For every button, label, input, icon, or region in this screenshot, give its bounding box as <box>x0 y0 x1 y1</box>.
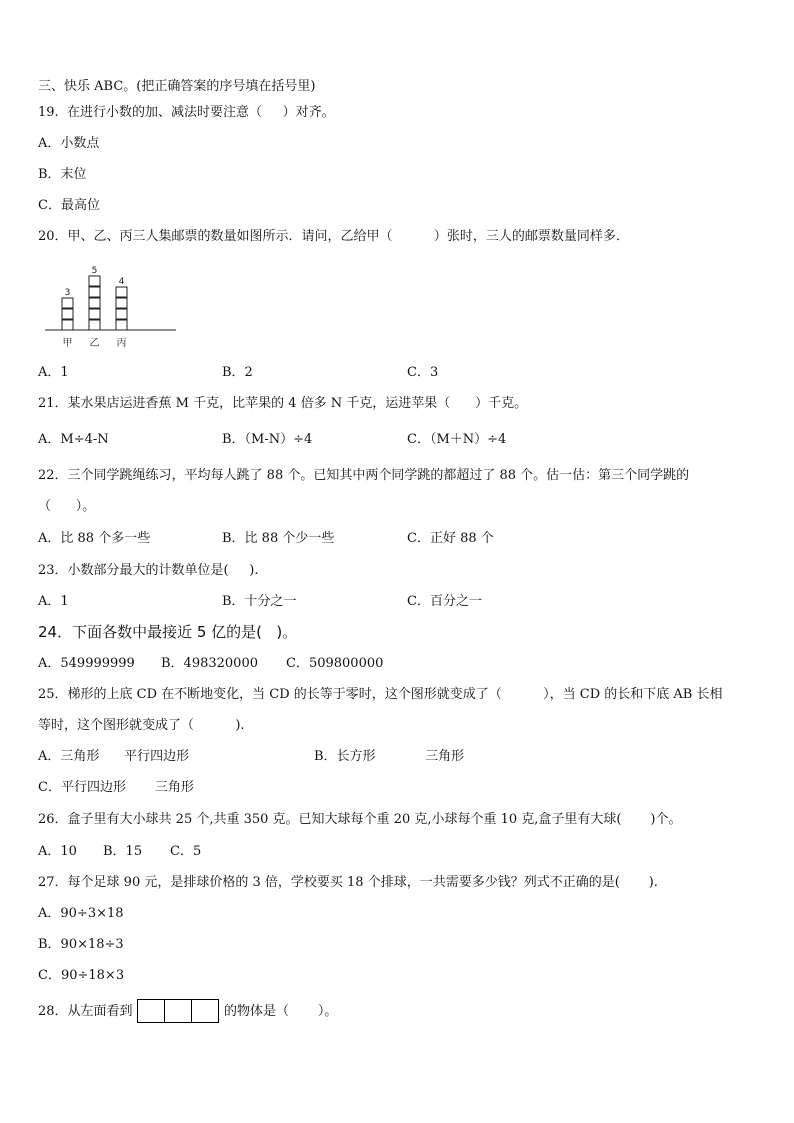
question-21-option-c[interactable]: C．（M＋N）÷4 <box>407 432 507 447</box>
question-26-option-a[interactable]: A．10 <box>38 844 77 859</box>
question-23-option-a[interactable]: A．1 <box>38 594 69 609</box>
question-28-stem-start: 28．从左面看到 <box>38 1004 133 1019</box>
question-19-option-b[interactable]: B．末位 <box>38 167 87 182</box>
question-20-option-a[interactable]: A．1 <box>38 365 69 380</box>
chart-bar-unit <box>62 309 73 319</box>
stamp-count-chart <box>44 258 178 350</box>
question-20-stem: 20．甲、乙、丙三人集邮票的数量如图所示．请问，乙给甲（ ）张时，三人的邮票数量同样多． <box>38 229 629 244</box>
question-21-option-a[interactable]: A．M÷4-N <box>38 432 109 447</box>
section-title: 三、快乐 ABC。(把正确答案的序号填在括号里) <box>38 79 316 94</box>
figure-square <box>138 1000 165 1022</box>
question-20-option-b[interactable]: B．2 <box>222 365 253 380</box>
chart-value-label: 5 <box>91 266 98 276</box>
chart-bar-unit <box>62 320 73 330</box>
question-23-option-b[interactable]: B．十分之一 <box>222 594 297 609</box>
question-25-option-a[interactable]: A．三角形 平行四边形 <box>38 749 190 764</box>
question-22-stem-line2: （ ）。 <box>38 499 96 514</box>
chart-value-label: 4 <box>118 277 125 287</box>
three-square-view-figure <box>137 999 219 1023</box>
question-23-stem: 23．小数部分最大的计数单位是( ). <box>38 563 259 578</box>
question-21-option-b[interactable]: B．（M-N）÷4 <box>222 432 313 447</box>
question-25-stem-line2: 等时，这个图形就变成了（ ). <box>38 718 245 733</box>
chart-bar-unit <box>116 287 127 297</box>
question-27-option-a[interactable]: A．90÷3×18 <box>38 906 124 921</box>
question-24-option-b[interactable]: B．498320000 <box>161 656 258 671</box>
figure-square <box>165 1000 192 1022</box>
chart-bar-unit <box>116 298 127 308</box>
question-23-option-c[interactable]: C．百分之一 <box>407 594 482 609</box>
chart-bar-unit <box>89 309 100 319</box>
chart-bar-unit <box>116 320 127 330</box>
question-22-option-c[interactable]: C．正好 88 个 <box>407 531 494 546</box>
figure-square <box>192 1000 218 1022</box>
question-25-option-b[interactable]: B．长方形 三角形 <box>314 749 465 764</box>
question-26-option-b[interactable]: B．15 <box>103 844 143 859</box>
chart-bar-unit <box>89 276 100 286</box>
question-27-option-c[interactable]: C．90÷18×3 <box>38 968 125 983</box>
question-21-stem: 21．某水果店运进香蕉 M 千克，比苹果的 4 倍多 N 千克，运进苹果（ ）千克。 <box>38 396 528 411</box>
question-22-stem-line1: 22．三个同学跳绳练习，平均每人跳了 88 个。已知其中两个同学跳的都超过了 88 个。估一估：第三个同学跳的 <box>38 468 690 483</box>
chart-bar <box>116 287 127 330</box>
chart-category-label: 丙 <box>116 338 127 349</box>
question-19-stem: 19. 在进行小数的加、减法时要注意（ ）对齐。 <box>38 105 335 120</box>
question-24-option-c[interactable]: C．509800000 <box>286 656 384 671</box>
chart-value-label: 3 <box>64 288 71 298</box>
chart-bar-unit <box>89 287 100 297</box>
question-22-option-b[interactable]: B．比 88 个少一些 <box>222 531 335 546</box>
chart-bar-unit <box>116 309 127 319</box>
chart-bar <box>62 298 73 330</box>
question-28-stem-end: 的物体是（ ）。 <box>224 1004 338 1019</box>
question-26-stem: 26．盒子里有大小球共 25 个,共重 350 克。已知大球每个重 20 克,小球每个重 10 克,盒子里有大球( )个。 <box>38 812 682 827</box>
question-27-option-b[interactable]: B．90×18÷3 <box>38 937 124 952</box>
chart-bar-unit <box>89 298 100 308</box>
chart-bar-unit <box>62 298 73 308</box>
question-24-stem: 24．下面各数中最接近 5 亿的是( )。 <box>38 623 298 641</box>
question-22-option-a[interactable]: A．比 88 个多一些 <box>38 531 151 546</box>
question-20-option-c[interactable]: C．3 <box>407 365 439 380</box>
question-26-option-c[interactable]: C．5 <box>170 844 202 859</box>
chart-bar-unit <box>89 320 100 330</box>
question-25-stem-line1: 25．梯形的上底 CD 在不断地变化，当 CD 的长等于零时，这个图形就变成了（ ），当 CD 的长和下底 AB 长相 <box>38 687 723 702</box>
question-19-option-c[interactable]: C．最高位 <box>38 198 100 213</box>
question-25-option-c[interactable]: C．平行四边形 三角形 <box>38 780 194 795</box>
question-24-option-a[interactable]: A．549999999 <box>38 656 135 671</box>
chart-bar <box>89 276 100 330</box>
chart-category-label: 乙 <box>89 338 100 349</box>
question-27-stem: 27．每个足球 90 元，是排球价格的 3 倍，学校要买 18 个排球，一共需要多少钱？列式不正确的是( ). <box>38 875 658 890</box>
question-19-option-a[interactable]: A．小数点 <box>38 136 100 151</box>
chart-category-label: 甲 <box>62 338 73 349</box>
